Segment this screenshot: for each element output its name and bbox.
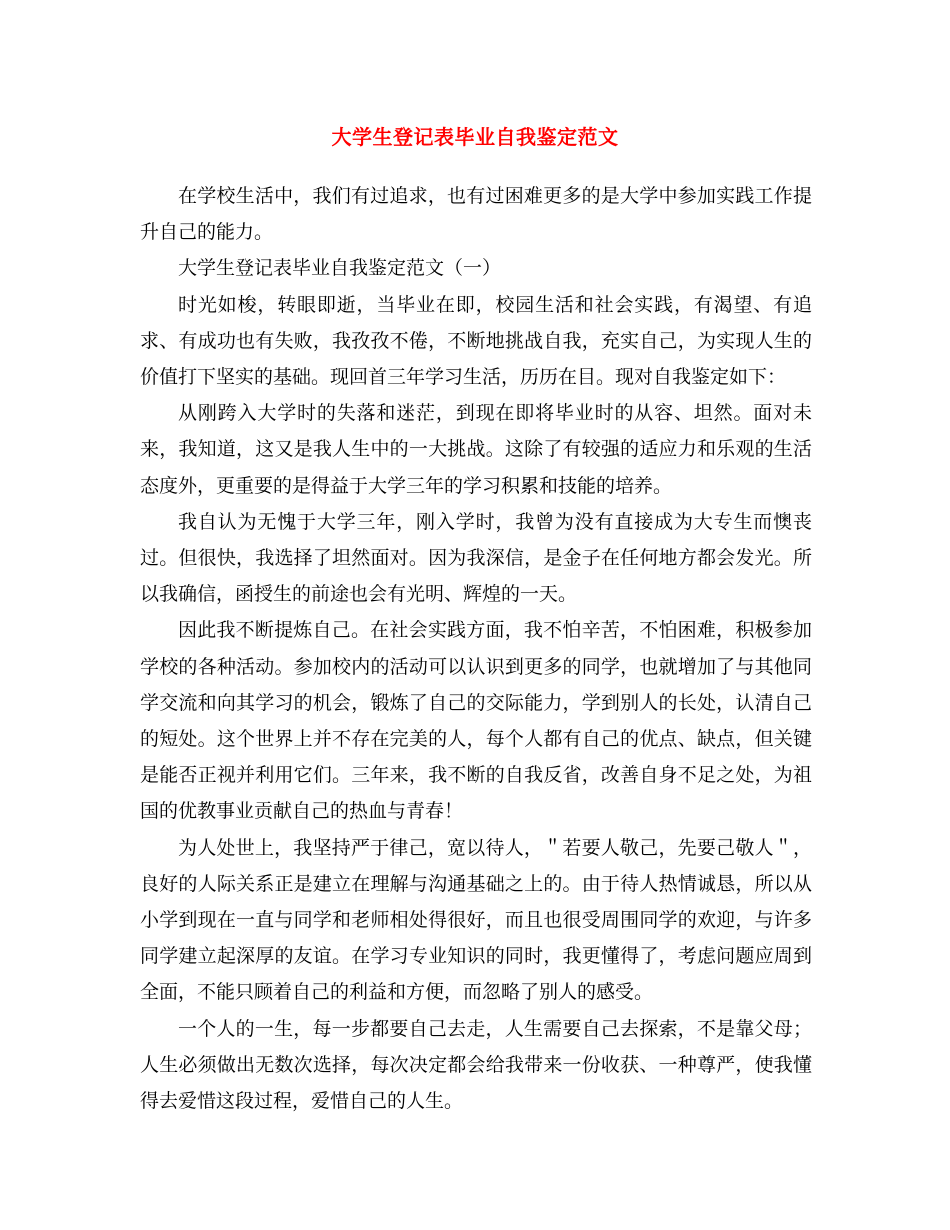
document-body (140, 178, 812, 1119)
paragraph-life-choices: 一个人的一生，每一步都要自己去走，人生需要自己去探索，不是靠父母；人生必须做出无数次选择，每次决定都会给我带来一份收获、一种尊严，使我懂得去爱惜这段过程，爱惜自己的人生。 (140, 1017, 812, 1113)
paragraph-self-improvement: 因此我不断提炼自己。在社会实践方面，我不怕辛苦，不怕困难，积极参加学校的各种活动。参加校内的活动可以认识到更多的同学，也就增加了与其他同学交流和向其学习的机会，锻炼了自己的交际能力，学到别人的长处，认清自己的短处。这个世界上并不存在完美的人，每个人都有自己的优点、缺点，但关键是能否正视并利用它们。三年来，我不断的自我反省，改善自身不足之处，为祖国的优教事业贡献自己的热血与青春！ (140, 619, 812, 823)
document-title: 大学生登记表毕业自我鉴定范文 (331, 125, 619, 149)
paragraph-interpersonal: 为人处世上，我坚持严于律己，宽以待人，＂若要人敬己，先要己敬人＂，良好的人际关系正是建立在理解与沟通基础之上的。由于待人热情诚恳，所以从小学到现在一直与同学和老师相处得很好，而且也很受周围同学的欢迎，与许多同学建立起深厚的友谊。在学习专业知识的同时，我更懂得了，考虑问题应周到全面，不能只顾着自己的利益和方便，而忽略了别人的感受。 (140, 836, 812, 1004)
paragraph-subheading: 大学生登记表毕业自我鉴定范文（一） (178, 257, 502, 280)
paragraph-from-confusion: 从刚跨入大学时的失落和迷茫，到现在即将毕业时的从容、坦然。面对未来，我知道，这又是我人生中的一大挑战。这除了有较强的适应力和乐观的生活态度外，更重要的是得益于大学三年的学习积累和技能的培养。 (140, 402, 812, 497)
paragraph-intro: 在学校生活中，我们有过追求，也有过困难更多的是大学中参加实践工作提升自己的能力。 (140, 185, 812, 244)
paragraph-no-regret: 我自认为无愧于大学三年，刚入学时，我曾为没有直接成为大专生而懊丧过。但很快，我选择了坦然面对。因为我深信，是金子在任何地方都会发光。所以我确信，函授生的前途也会有光明、辉煌的一天。 (140, 510, 812, 606)
paragraph-time-flies: 时光如梭，转眼即逝，当毕业在即，校园生活和社会实践，有渴望、有追求、有成功也有失败，我孜孜不倦，不断地挑战自我，充实自己，为实现人生的价值打下坚实的基础。现回首三年学习生活，历历在目。现对自我鉴定如下： (140, 293, 812, 389)
